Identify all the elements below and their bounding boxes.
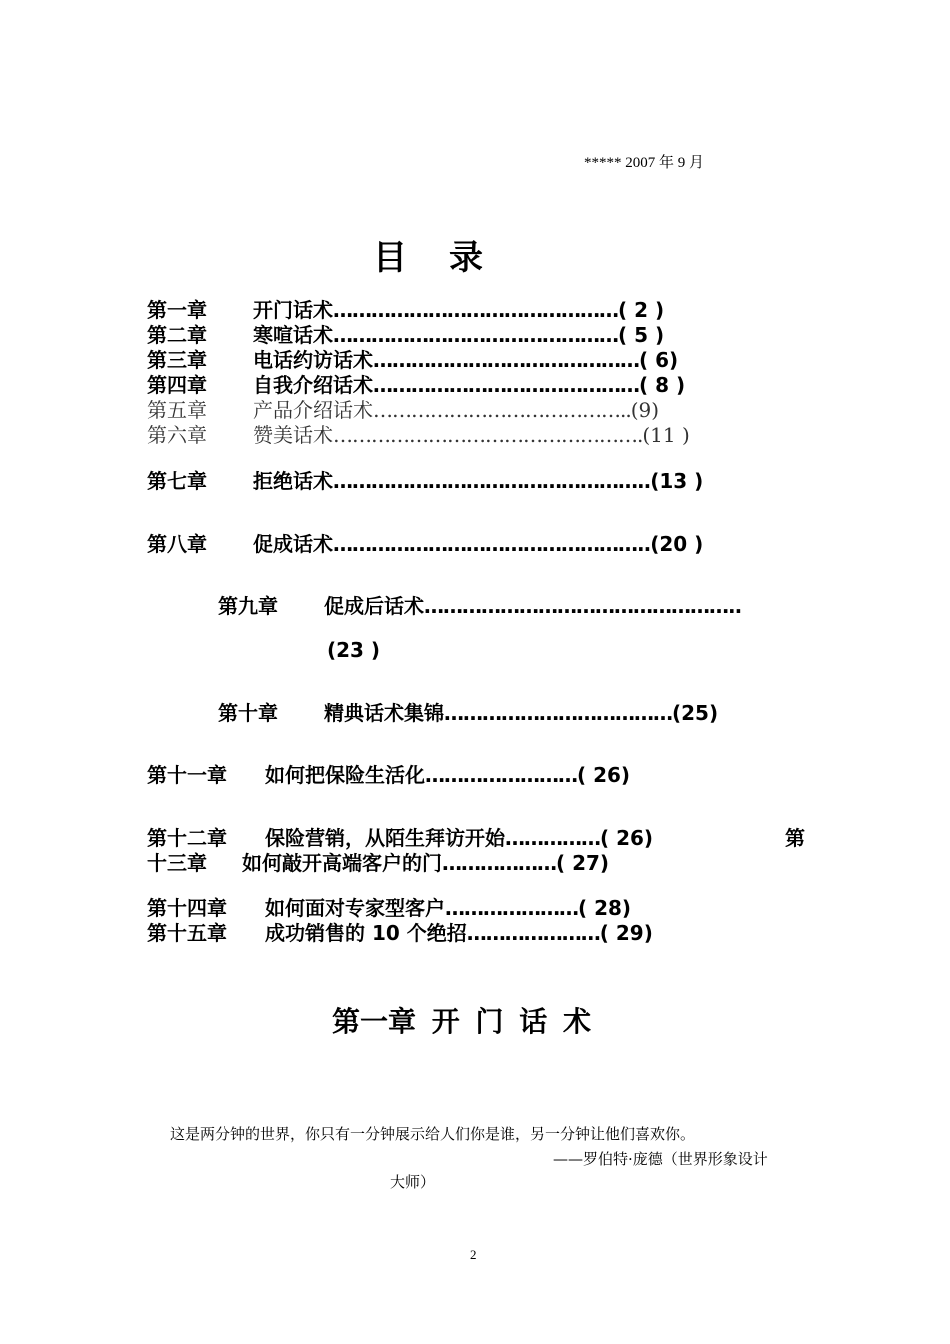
toc-chapter-number: 第十一章 <box>147 763 227 787</box>
toc-chapter-number: 第三章 <box>147 348 207 372</box>
toc-chapter-number: 第九章 <box>218 594 278 618</box>
toc-entry-10[interactable] <box>218 701 718 725</box>
toc-page-number: (25) <box>672 701 719 725</box>
toc-entry-5[interactable] <box>147 398 659 422</box>
toc-leader-dots: …………………………………………. <box>333 423 643 447</box>
toc-chapter-title: 寒喧话术 <box>253 323 333 347</box>
toc-page-number: ( 26) <box>600 826 654 850</box>
toc-entry-12[interactable] <box>147 826 653 850</box>
toc-leader-dots: ………………… <box>445 896 578 920</box>
toc-leader-dots: ………………………………………….. <box>424 594 742 618</box>
toc-entry-6[interactable] <box>147 423 690 447</box>
toc-entry-4[interactable] <box>147 373 685 397</box>
toc-chapter-number: 第十章 <box>218 701 278 725</box>
toc-page-number: ( 6) <box>639 348 679 372</box>
toc-chapter-number: 第一章 <box>147 298 207 322</box>
toc-chapter-number: 第四章 <box>147 373 207 397</box>
toc-page-number: ( 29) <box>599 921 653 945</box>
page-number: 2 <box>470 1247 477 1262</box>
toc-chapter-title: 如何面对专家型客户 <box>265 896 445 920</box>
toc-page-number: ( 2 ) <box>618 298 665 322</box>
toc-chapter-number: 第十五章 <box>147 921 227 945</box>
toc-entry-15[interactable] <box>147 921 653 945</box>
toc-entry-13[interactable] <box>147 851 609 875</box>
chapter-heading: 第一章 开 门 话 术 <box>332 1005 591 1038</box>
toc-chapter-title: 促成话术 <box>253 532 333 556</box>
toc-page-number: (23 ) <box>327 638 381 662</box>
toc-title: 目录 <box>373 238 525 278</box>
toc-chapter-title: 精典话术集锦 <box>324 701 444 725</box>
toc-chapter-title: 赞美话术 <box>253 423 333 447</box>
toc-page-number: ( 28) <box>578 896 632 920</box>
toc-chapter-title: 成功销售的 10 个绝招 <box>265 921 467 945</box>
toc-entry-1[interactable] <box>147 298 664 322</box>
toc-leader-dots: ………………………………………….. <box>333 532 651 556</box>
toc-page-number: (9) <box>630 398 660 422</box>
toc-leader-dots: ………………… <box>466 921 600 945</box>
toc-chapter-title: 开门话术 <box>253 298 333 322</box>
toc-chapter-title: 产品介绍话术 <box>253 398 373 422</box>
toc-leader-dots: ……………………………………… <box>333 298 618 322</box>
toc-chapter-number: 第七章 <box>147 469 207 493</box>
toc-page-number: ( 27) <box>556 851 610 875</box>
toc-chapter-title: 保险营销，从陌生拜访开始 <box>265 826 505 850</box>
toc-chapter-number: 第十四章 <box>147 896 227 920</box>
toc-leader-dots: …………………………………… <box>373 348 639 372</box>
toc-entry-13-wrap-head: 第 <box>785 826 805 850</box>
toc-leader-dots: ……………………………… <box>444 701 672 725</box>
toc-chapter-number: 第十二章 <box>147 826 227 850</box>
quote-attribution: ——罗伯特·庞德（世界形象设计 <box>553 1150 768 1168</box>
toc-entry-8[interactable] <box>147 532 703 556</box>
toc-page-number: (20 ) <box>650 532 704 556</box>
toc-chapter-title: 拒绝话术 <box>253 469 333 493</box>
toc-entry-9[interactable] <box>218 594 741 618</box>
toc-chapter-title: 促成后话术 <box>324 594 424 618</box>
date-line: ***** 2007 年 9 月 <box>584 155 705 171</box>
toc-leader-dots: ………………………………….. <box>373 398 631 422</box>
toc-page-number: (13 ) <box>650 469 704 493</box>
toc-chapter-title: 如何把保险生活化 <box>265 763 425 787</box>
toc-chapter-title: 如何敲开高端客户的门 <box>242 851 442 875</box>
toc-page-number: ( 8 ) <box>639 373 686 397</box>
toc-leader-dots: ……………………………………… <box>333 323 618 347</box>
toc-entry-14[interactable] <box>147 896 631 920</box>
quote-text: 这是两分钟的世界，你只有一分钟展示给人们你是谁，另一分钟让他们喜欢你。 <box>170 1125 696 1143</box>
toc-leader-dots: …………………………………… <box>373 373 639 397</box>
toc-entry-2[interactable] <box>147 323 664 347</box>
toc-chapter-number: 第五章 <box>147 398 207 422</box>
toc-leader-dots: …………………… <box>425 763 577 787</box>
toc-chapter-title: 电话约访话术 <box>253 348 373 372</box>
toc-leader-dots: ……………… <box>442 851 556 875</box>
quote-attribution-cont: 大师） <box>390 1173 436 1191</box>
toc-leader-dots: ………………………………………….. <box>333 469 651 493</box>
toc-chapter-number: 第二章 <box>147 323 207 347</box>
toc-page-number: ( 26) <box>577 763 631 787</box>
toc-entry-9-page <box>327 638 380 662</box>
toc-entry-3[interactable] <box>147 348 678 372</box>
toc-entry-11[interactable] <box>147 763 630 787</box>
toc-chapter-number: 第六章 <box>147 423 207 447</box>
toc-chapter-number: 十三章 <box>147 851 207 875</box>
toc-chapter-title: 自我介绍话术 <box>253 373 373 397</box>
toc-leader-dots: …………… <box>505 826 600 850</box>
toc-page-number: ( 5 ) <box>618 323 665 347</box>
toc-chapter-number: 第八章 <box>147 532 207 556</box>
toc-page-number: (11 ) <box>642 423 690 447</box>
toc-entry-7[interactable] <box>147 469 703 493</box>
